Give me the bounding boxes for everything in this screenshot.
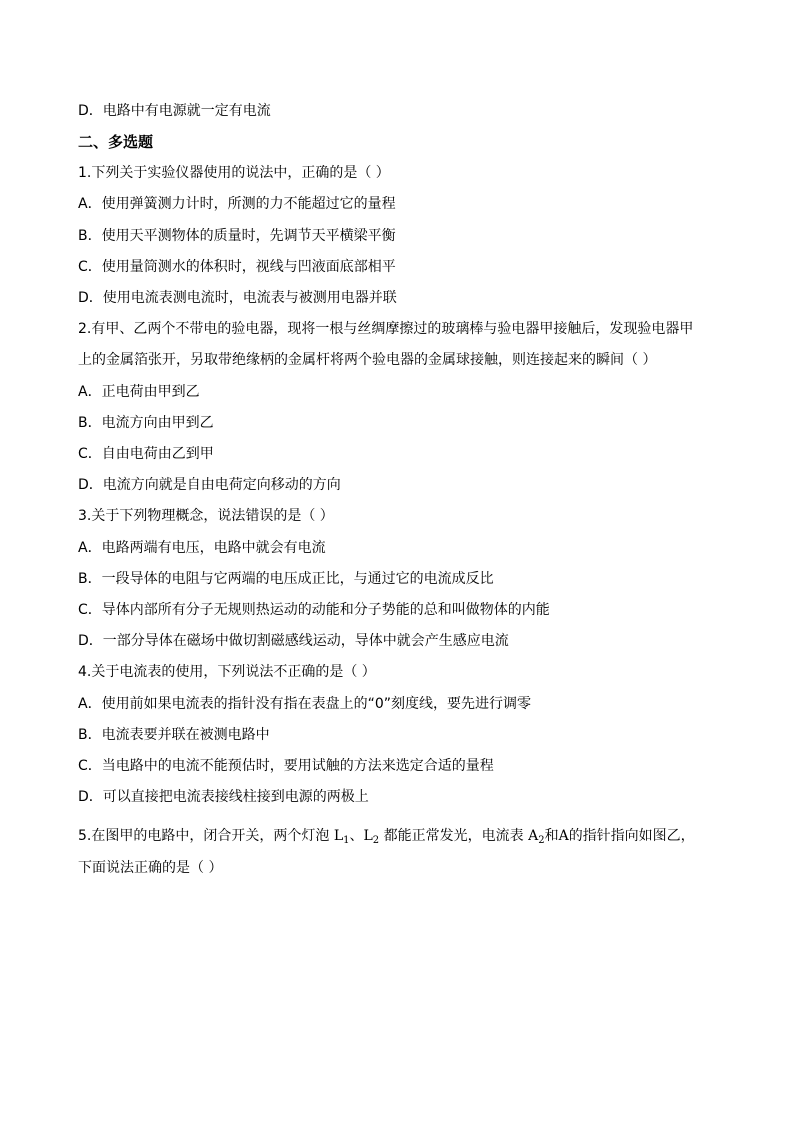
q5-lamp-l1 [334, 828, 350, 844]
q5-lamp-l2 [363, 828, 379, 844]
q1-option-a: A．使用弹簧测力计时，所测的力不能超过它的量程 [78, 196, 396, 212]
q3-option-c: C．导体内部所有分子无规则热运动的动能和分子势能的总和叫做物体的内能 [78, 602, 550, 618]
q5-l2-letter: L [363, 828, 373, 844]
q5-text-part2: 都能正常发光，电流表 [383, 828, 524, 844]
q4-option-a: A．使用前如果电流表的指针没有指在表盘上的“0”刻度线，要先进行调零 [78, 696, 531, 712]
q5-l2-subscript: 2 [372, 835, 380, 846]
q5-separator: 、 [349, 828, 364, 844]
q5-text-part3: 和 [544, 828, 559, 844]
q3-option-d: D．一部分导体在磁场中做切割磁感线运动，导体中就会产生感应电流 [78, 633, 509, 649]
q4-option-b: B．电流表要并联在被测电路中 [78, 727, 270, 743]
q3-option-a: A．电路两端有电压，电路中就会有电流 [78, 540, 326, 556]
q2-option-c: C．自由电荷由乙到甲 [78, 446, 214, 462]
q5-text-part1: 5.在图甲的电路中，闭合开关，两个灯泡 [78, 828, 330, 844]
section-title: 二、多选题 [78, 133, 154, 151]
q1-option-b: B．使用天平测物体的质量时，先调节天平横梁平衡 [78, 228, 396, 244]
q5-stem-line1 [78, 826, 748, 848]
q1-option-d: D．使用电流表测电流时，电流表与被测用电器并联 [78, 290, 397, 306]
q5-a2-letter: A [528, 828, 539, 844]
q5-text-part4: 的指针指向如图乙， [568, 828, 695, 844]
q2-option-d: D．电流方向就是自由电荷定向移动的方向 [78, 477, 341, 493]
q4-stem: 4.关于电流表的使用，下列说法不正确的是（ ） [78, 664, 376, 680]
q5-a2-subscript: 2 [538, 835, 545, 846]
q1-stem: 1.下列关于实验仪器使用的说法中，正确的是（ ） [78, 165, 390, 181]
q2-option-b: B．电流方向由甲到乙 [78, 415, 214, 431]
q1-option-c: C．使用量筒测水的体积时，视线与凹液面底部相平 [78, 259, 396, 275]
prev-option-d: D．电路中有电源就一定有电流 [78, 103, 271, 119]
q2-stem-line1: 2.有甲、乙两个不带电的验电器，现将一根与丝绸摩擦过的玻璃棒与验电器甲接触后，发现验电器甲 [78, 321, 694, 337]
q5-ammeter-a2 [528, 828, 545, 844]
q4-option-d: D．可以直接把电流表接线柱接到电源的两极上 [78, 789, 369, 805]
q2-stem-line2: 上的金属箔张开，另取带绝缘柄的金属杆将两个验电器的金属球接触，则连接起来的瞬间（ ） [78, 352, 657, 368]
q3-option-b: B．一段导体的电阻与它两端的电压成正比，与通过它的电流成反比 [78, 571, 494, 587]
q5-ammeter-a: A [558, 828, 569, 844]
q5-stem-line2: 下面说法正确的是（ ） [78, 860, 223, 876]
q4-option-c: C．当电路中的电流不能预估时，要用试触的方法来选定合适的量程 [78, 758, 494, 774]
q5-l1-letter: L [333, 828, 344, 844]
q2-option-a: A．正电荷由甲到乙 [78, 384, 200, 400]
q5-l1-subscript: 1 [343, 835, 350, 846]
q3-stem: 3.关于下列物理概念，说法错误的是（ ） [78, 508, 334, 524]
